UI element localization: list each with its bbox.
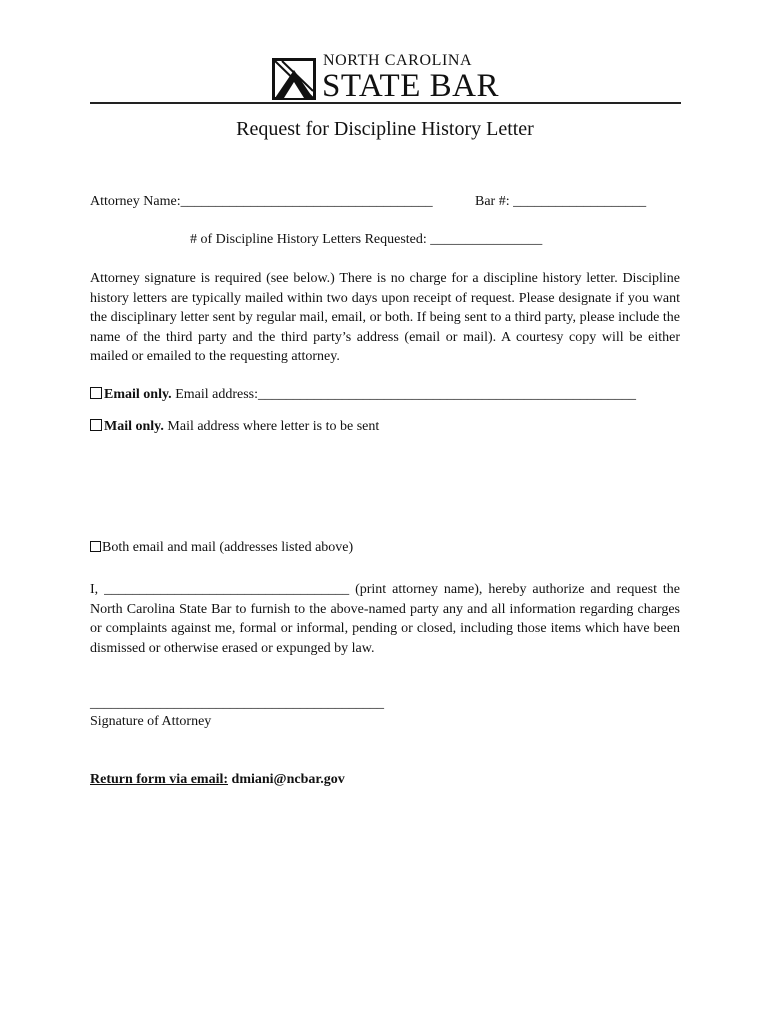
email-only-label: Email only.	[104, 387, 172, 402]
authorization-text: (print attorney name), hereby authorize and request the North Carolina State Bar to furnish to the above-named party any and all information regarding charges or complaints against me, formal or informal, pending or closed, including those items which have been dismissed or otherwise erased or expunged by law.	[90, 582, 681, 656]
logo-org-line2: STATE BAR	[322, 68, 499, 104]
instructions-paragraph: Attorney signature is required (see below.) There is no charge for a discipline history letter. Discipline history letters are typically mailed within two days upon receipt of request. Please designate if you want the disciplinary letter sent by regular mail, email, or both. If being sent to a third party, please include the name of the third party and the third party’s address (email or mail). A courtesy copy will be either mailed or emailed to the requesting attorney.	[90, 271, 680, 364]
mail-only-row	[90, 419, 379, 435]
bar-number-row	[475, 194, 646, 210]
authorization-paragraph	[90, 580, 680, 658]
email-only-checkbox[interactable]	[90, 387, 102, 399]
return-form-label: Return form via email:	[90, 772, 229, 787]
both-option-row	[90, 540, 353, 556]
letters-requested-field[interactable]: ________________	[430, 232, 543, 247]
ncsb-logo-icon	[272, 58, 316, 100]
attorney-name-field[interactable]: ____________________________________	[180, 194, 433, 209]
page-title: Request for Discipline History Letter	[236, 118, 534, 140]
logo-org-line1: NORTH CAROLINA	[323, 52, 473, 69]
bar-number-label: Bar #:	[475, 194, 510, 209]
letters-requested-label: # of Discipline History Letters Requested:	[190, 232, 427, 247]
mail-address-label: Mail address where letter is to be sent	[167, 419, 380, 434]
both-option-checkbox[interactable]	[90, 541, 101, 552]
letters-requested-row	[190, 232, 542, 248]
attorney-name-label: Attorney Name:	[90, 194, 181, 209]
attorney-name-row	[90, 194, 433, 210]
email-address-field[interactable]: ______________________________________________________	[258, 387, 636, 402]
bar-number-field[interactable]: ___________________	[513, 194, 647, 209]
return-email-link[interactable]: dmiani@ncbar.gov	[231, 772, 345, 787]
print-attorney-name-field[interactable]: ___________________________________	[104, 582, 350, 597]
return-form-row	[90, 772, 345, 788]
signature-field[interactable]: __________________________________________	[90, 696, 384, 711]
email-address-label: Email address:	[175, 387, 258, 402]
signature-label: Signature of Attorney	[90, 714, 212, 729]
mail-only-checkbox[interactable]	[90, 419, 102, 431]
authorization-prefix: I,	[90, 582, 99, 597]
mail-only-label: Mail only.	[104, 419, 164, 434]
both-option-label: Both email and mail (addresses listed above)	[102, 540, 354, 555]
email-only-row	[90, 387, 636, 403]
header-rule	[90, 102, 681, 104]
